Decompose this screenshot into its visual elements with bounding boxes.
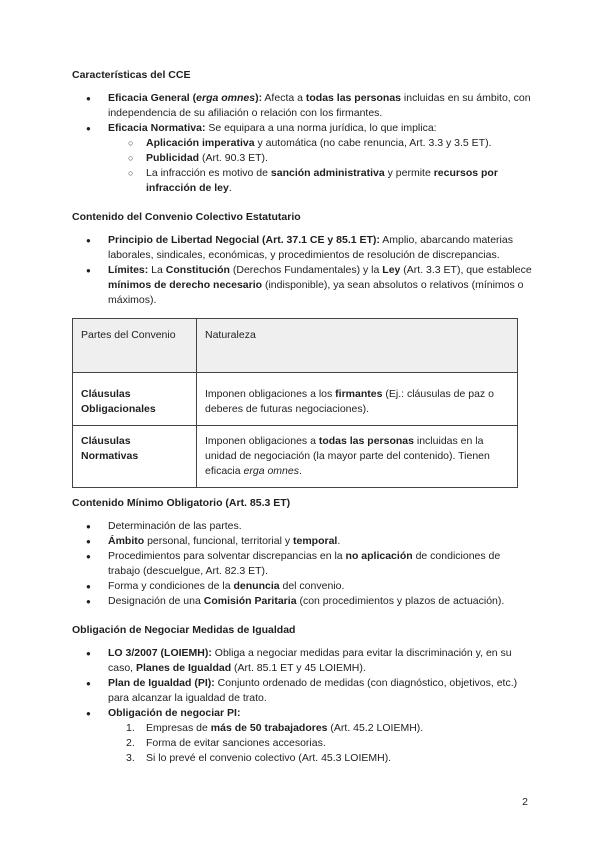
list-item: ● Procedimientos para solventar discrepancias en la no aplicación de condiciones de trabajo (descuelgue, Art. 82.3 ET). — [72, 549, 532, 579]
section-igualdad — [72, 623, 532, 766]
list-item: ● LO 3/2007 (LOIEMH): Obliga a negociar medidas para evitar la discriminación y, en su caso, Planes de Igualdad (Art. 85.1 ET y 45 LOIEMH). — [72, 646, 532, 676]
numbered-item: 2. Forma de evitar sanciones accesorias. — [126, 737, 326, 749]
sub-list-item: ○ Publicidad (Art. 90.3 ET). — [108, 151, 532, 166]
list-item: ● Ámbito personal, funcional, territorial y temporal. — [72, 534, 532, 549]
list-item: ● Eficacia General (erga omnes): Afecta a todas las personas incluidas en su ámbito, con independencia de su afiliación o relación con los firmantes. — [72, 91, 532, 121]
table-cell: Cláusulas Normativas — [73, 426, 197, 488]
section-title: Contenido Mínimo Obligatorio (Art. 85.3 ET) — [72, 497, 291, 509]
table-header: Naturaleza — [197, 319, 518, 373]
bullet-list — [72, 233, 532, 308]
list-item: ● Eficacia Normativa: Se equipara a una norma jurídica, lo que implica: ○ Aplicación imperativa y automática (no cabe renuncia, Art. 3.3 y 3.5 ET). ○ Publicidad (Art. 90.3 ET). ○ La infracción es motivo de sanción administrativa y permite recursos por infracción de ley. — [72, 121, 532, 196]
section-contenido — [72, 210, 532, 488]
numbered-list — [108, 721, 532, 766]
section-title: Contenido del Convenio Colectivo Estatutario — [72, 211, 301, 223]
section-title: Obligación de Negociar Medidas de Igualdad — [72, 624, 296, 636]
list-item: ● Principio de Libertad Negocial (Art. 37.1 CE y 85.1 ET): Amplio, abarcando materias laborales, sindicales, económicas, y procedimientos de resolución de discrepancias. — [72, 233, 532, 263]
section-contenido-minimo — [72, 496, 532, 609]
sub-list-item: ○ Aplicación imperativa y automática (no cabe renuncia, Art. 3.3 y 3.5 ET). — [108, 136, 532, 151]
table-header: Partes del Convenio — [73, 319, 197, 373]
bullet-list — [72, 91, 532, 196]
list-item: ● Límites: La Constitución (Derechos Fundamentales) y la Ley (Art. 3.3 ET), que establece mínimos de derecho necesario (indisponible), ya sean absolutos o relativos (mínimos o máximos). — [72, 263, 532, 308]
table-cell: Cláusulas Obligacionales — [73, 373, 197, 426]
bullet-list — [72, 519, 532, 609]
list-item: ● Designación de una Comisión Paritaria (con procedimientos y plazos de actuación). — [72, 594, 532, 609]
table-cell: Imponen obligaciones a los firmantes (Ej.: cláusulas de paz o deberes de futuras negociaciones). — [197, 373, 518, 426]
table-header-row — [73, 319, 518, 373]
numbered-item: 1. Empresas de más de 50 trabajadores (Art. 45.2 LOIEMH). — [126, 722, 424, 734]
list-item: ● Forma y condiciones de la denuncia del convenio. — [72, 579, 532, 594]
bullet-list — [72, 646, 532, 766]
table-cell: Imponen obligaciones a todas las personas incluidas en la unidad de negociación (la mayor parte del contenido). Tienen eficacia erga omnes. — [197, 426, 518, 488]
document-content — [72, 68, 532, 766]
table-row — [73, 426, 518, 488]
list-item: ● Plan de Igualdad (PI): Conjunto ordenado de medidas (con diagnóstico, objetivos, etc.) para alcanzar la igualdad de trato. — [72, 676, 532, 706]
numbered-item: 3. Si lo prevé el convenio colectivo (Art. 45.3 LOIEMH). — [126, 752, 392, 764]
sub-list — [108, 136, 532, 196]
table-row — [73, 373, 518, 426]
clauses-table — [72, 318, 518, 488]
list-item: ● Obligación de negociar PI: 1. Empresas de más de 50 trabajadores (Art. 45.2 LOIEMH). 2. Forma de evitar sanciones accesorias. 3. Si lo prevé el convenio colectivo (Art. 45.3 LOIEMH). — [72, 706, 532, 766]
sub-list-item: ○ La infracción es motivo de sanción administrativa y permite recursos por infracción de ley. — [108, 166, 532, 196]
section-caracteristicas — [72, 68, 532, 196]
list-item: ● Determinación de las partes. — [72, 519, 532, 534]
page-number: 2 — [522, 796, 528, 808]
section-title: Características del CCE — [72, 69, 191, 81]
